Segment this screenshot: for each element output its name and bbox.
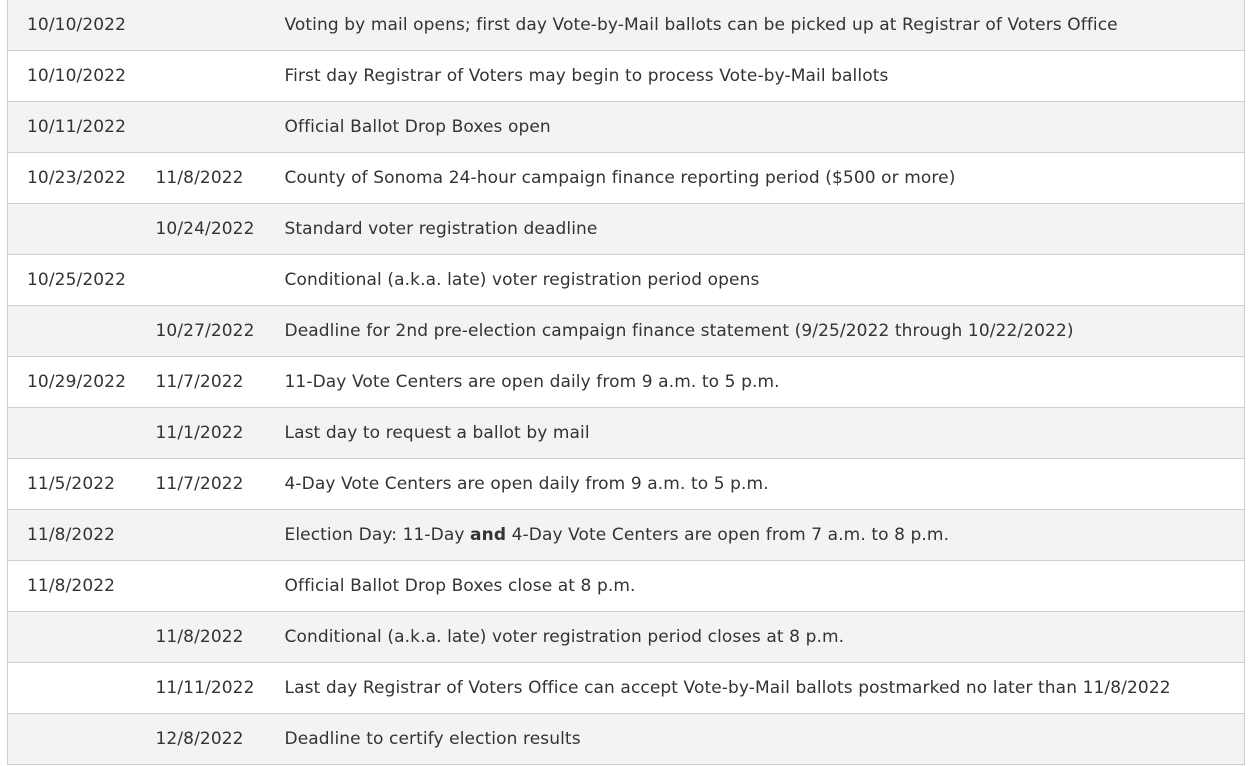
- start-date-cell: 11/8/2022: [8, 510, 156, 561]
- description-cell: Conditional (a.k.a. late) voter registration period closes at 8 p.m.: [285, 612, 1245, 663]
- start-date-cell: 10/10/2022: [8, 51, 156, 102]
- table-row: [8, 153, 1245, 204]
- table-row: [8, 612, 1245, 663]
- table-row: [8, 255, 1245, 306]
- schedule-table-body: [8, 0, 1245, 765]
- end-date-cell: 11/7/2022: [156, 357, 285, 408]
- description-cell: Conditional (a.k.a. late) voter registration period opens: [285, 255, 1245, 306]
- description-text-pre: Election Day: 11-Day: [284, 525, 471, 545]
- table-row: [8, 0, 1245, 51]
- end-date-cell: [156, 510, 285, 561]
- start-date-cell: 10/25/2022: [8, 255, 156, 306]
- description-cell: Official Ballot Drop Boxes close at 8 p.m.: [285, 561, 1245, 612]
- table-row: [8, 561, 1245, 612]
- description-text-post: 4-Day Vote Centers are open from 7 a.m. to 8 p.m.: [506, 525, 950, 545]
- start-date-cell: [8, 408, 156, 459]
- end-date-cell: 11/1/2022: [156, 408, 285, 459]
- election-schedule-table: [7, 0, 1245, 765]
- description-cell: Last day Registrar of Voters Office can accept Vote-by-Mail ballots postmarked no later than 11/8/2022: [285, 663, 1245, 714]
- table-row: [8, 408, 1245, 459]
- end-date-cell: 10/27/2022: [156, 306, 285, 357]
- table-row: [8, 51, 1245, 102]
- end-date-cell: [156, 102, 285, 153]
- description-cell: County of Sonoma 24-hour campaign finance reporting period ($500 or more): [285, 153, 1245, 204]
- end-date-cell: [156, 561, 285, 612]
- start-date-cell: 10/10/2022: [8, 0, 156, 51]
- end-date-cell: 11/11/2022: [156, 663, 285, 714]
- description-cell: Official Ballot Drop Boxes open: [285, 102, 1245, 153]
- end-date-cell: 11/7/2022: [156, 459, 285, 510]
- table-row: [8, 459, 1245, 510]
- table-row: [8, 663, 1245, 714]
- start-date-cell: [8, 612, 156, 663]
- end-date-cell: [156, 51, 285, 102]
- table-row: [8, 357, 1245, 408]
- description-cell: First day Registrar of Voters may begin to process Vote-by-Mail ballots: [285, 51, 1245, 102]
- start-date-cell: 11/5/2022: [8, 459, 156, 510]
- start-date-cell: [8, 714, 156, 765]
- start-date-cell: 11/8/2022: [8, 561, 156, 612]
- end-date-cell: 11/8/2022: [156, 612, 285, 663]
- end-date-cell: [156, 255, 285, 306]
- description-cell: [285, 510, 1245, 561]
- description-cell: Standard voter registration deadline: [285, 204, 1245, 255]
- description-cell: Last day to request a ballot by mail: [285, 408, 1245, 459]
- start-date-cell: 10/11/2022: [8, 102, 156, 153]
- table-row: [8, 510, 1245, 561]
- start-date-cell: 10/29/2022: [8, 357, 156, 408]
- end-date-cell: [156, 0, 285, 51]
- description-cell: 11-Day Vote Centers are open daily from 9 a.m. to 5 p.m.: [285, 357, 1245, 408]
- description-cell: Deadline for 2nd pre-election campaign finance statement (9/25/2022 through 10/22/2022): [285, 306, 1245, 357]
- table-row: [8, 204, 1245, 255]
- table-row: [8, 714, 1245, 765]
- start-date-cell: [8, 663, 156, 714]
- description-cell: Deadline to certify election results: [285, 714, 1245, 765]
- start-date-cell: 10/23/2022: [8, 153, 156, 204]
- start-date-cell: [8, 204, 156, 255]
- start-date-cell: [8, 306, 156, 357]
- table-row: [8, 306, 1245, 357]
- table-row: [8, 102, 1245, 153]
- description-cell: Voting by mail opens; first day Vote-by-Mail ballots can be picked up at Registrar of Voters Office: [285, 0, 1245, 51]
- end-date-cell: 10/24/2022: [156, 204, 285, 255]
- end-date-cell: 12/8/2022: [156, 714, 285, 765]
- description-cell: 4-Day Vote Centers are open daily from 9 a.m. to 5 p.m.: [285, 459, 1245, 510]
- description-text-bold: and: [470, 525, 507, 545]
- end-date-cell: 11/8/2022: [156, 153, 285, 204]
